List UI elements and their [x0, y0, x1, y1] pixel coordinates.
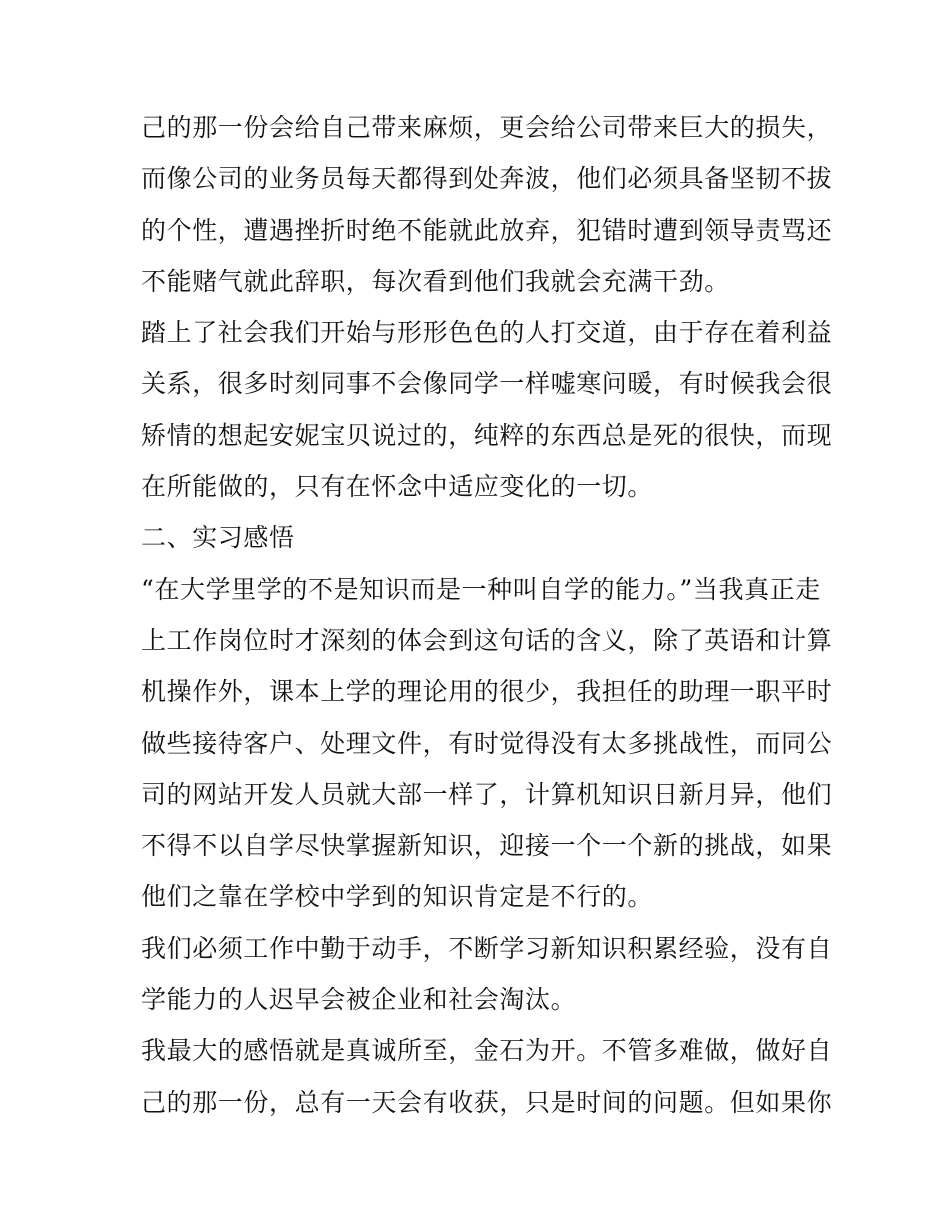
text-line-15: 不得不以自学尽快掌握新知识，迎接一个一个新的挑战，如果 — [141, 831, 833, 861]
document-body — [141, 102, 833, 1128]
text-line-6: 关系，很多时刻同事不会像同学一样嘘寒问暖，有时候我会很 — [141, 369, 833, 399]
text-line-19: 我最大的感悟就是真诚所至，金石为开。不管多难做，做好自 — [141, 1036, 833, 1066]
text-line-14: 司的网站开发人员就大部一样了，计算机知识日新月异，他们 — [141, 779, 833, 809]
text-line-5: 踏上了社会我们开始与形形色色的人打交道，由于存在着利益 — [141, 318, 833, 348]
section-heading: 二、实习感悟 — [141, 523, 295, 553]
text-line-13: 做些接待客户、处理文件，有时觉得没有太多挑战性，而同公 — [141, 728, 833, 758]
text-line-12: 机操作外，课本上学的理论用的很少，我担任的助理一职平时 — [141, 677, 833, 707]
text-line-11: 上工作岗位时才深刻的体会到这句话的含义，除了英语和计算 — [141, 625, 833, 655]
text-line-10: “在大学里学的不是知识而是一种叫自学的能力。”当我真正走 — [141, 574, 821, 604]
text-line-4: 不能赌气就此辞职，每次看到他们我就会充满干劲。 — [141, 266, 730, 296]
text-line-2: 而像公司的业务员每天都得到处奔波，他们必须具备坚韧不拔 — [141, 164, 833, 194]
text-line-7: 矫情的想起安妮宝贝说过的，纯粹的东西总是死的很快，而现 — [141, 420, 833, 450]
text-line-16: 他们之靠在学校中学到的知识肯定是不行的。 — [141, 882, 654, 912]
text-line-18: 学能力的人迟早会被企业和社会淘汰。 — [141, 985, 577, 1015]
text-line-1: 己的那一份会给自己带来麻烦，更会给公司带来巨大的损失， — [141, 113, 833, 142]
text-line-8: 在所能做的，只有在怀念中适应变化的一切。 — [141, 472, 654, 502]
text-line-20: 己的那一份，总有一天会有收获，只是时间的问题。但如果你 — [141, 1087, 833, 1117]
text-line-3: 的个性，遭遇挫折时绝不能就此放弃，犯错时遭到领导责骂还 — [141, 215, 833, 245]
text-line-17: 我们必须工作中勤于动手，不断学习新知识积累经验，没有自 — [141, 933, 833, 963]
